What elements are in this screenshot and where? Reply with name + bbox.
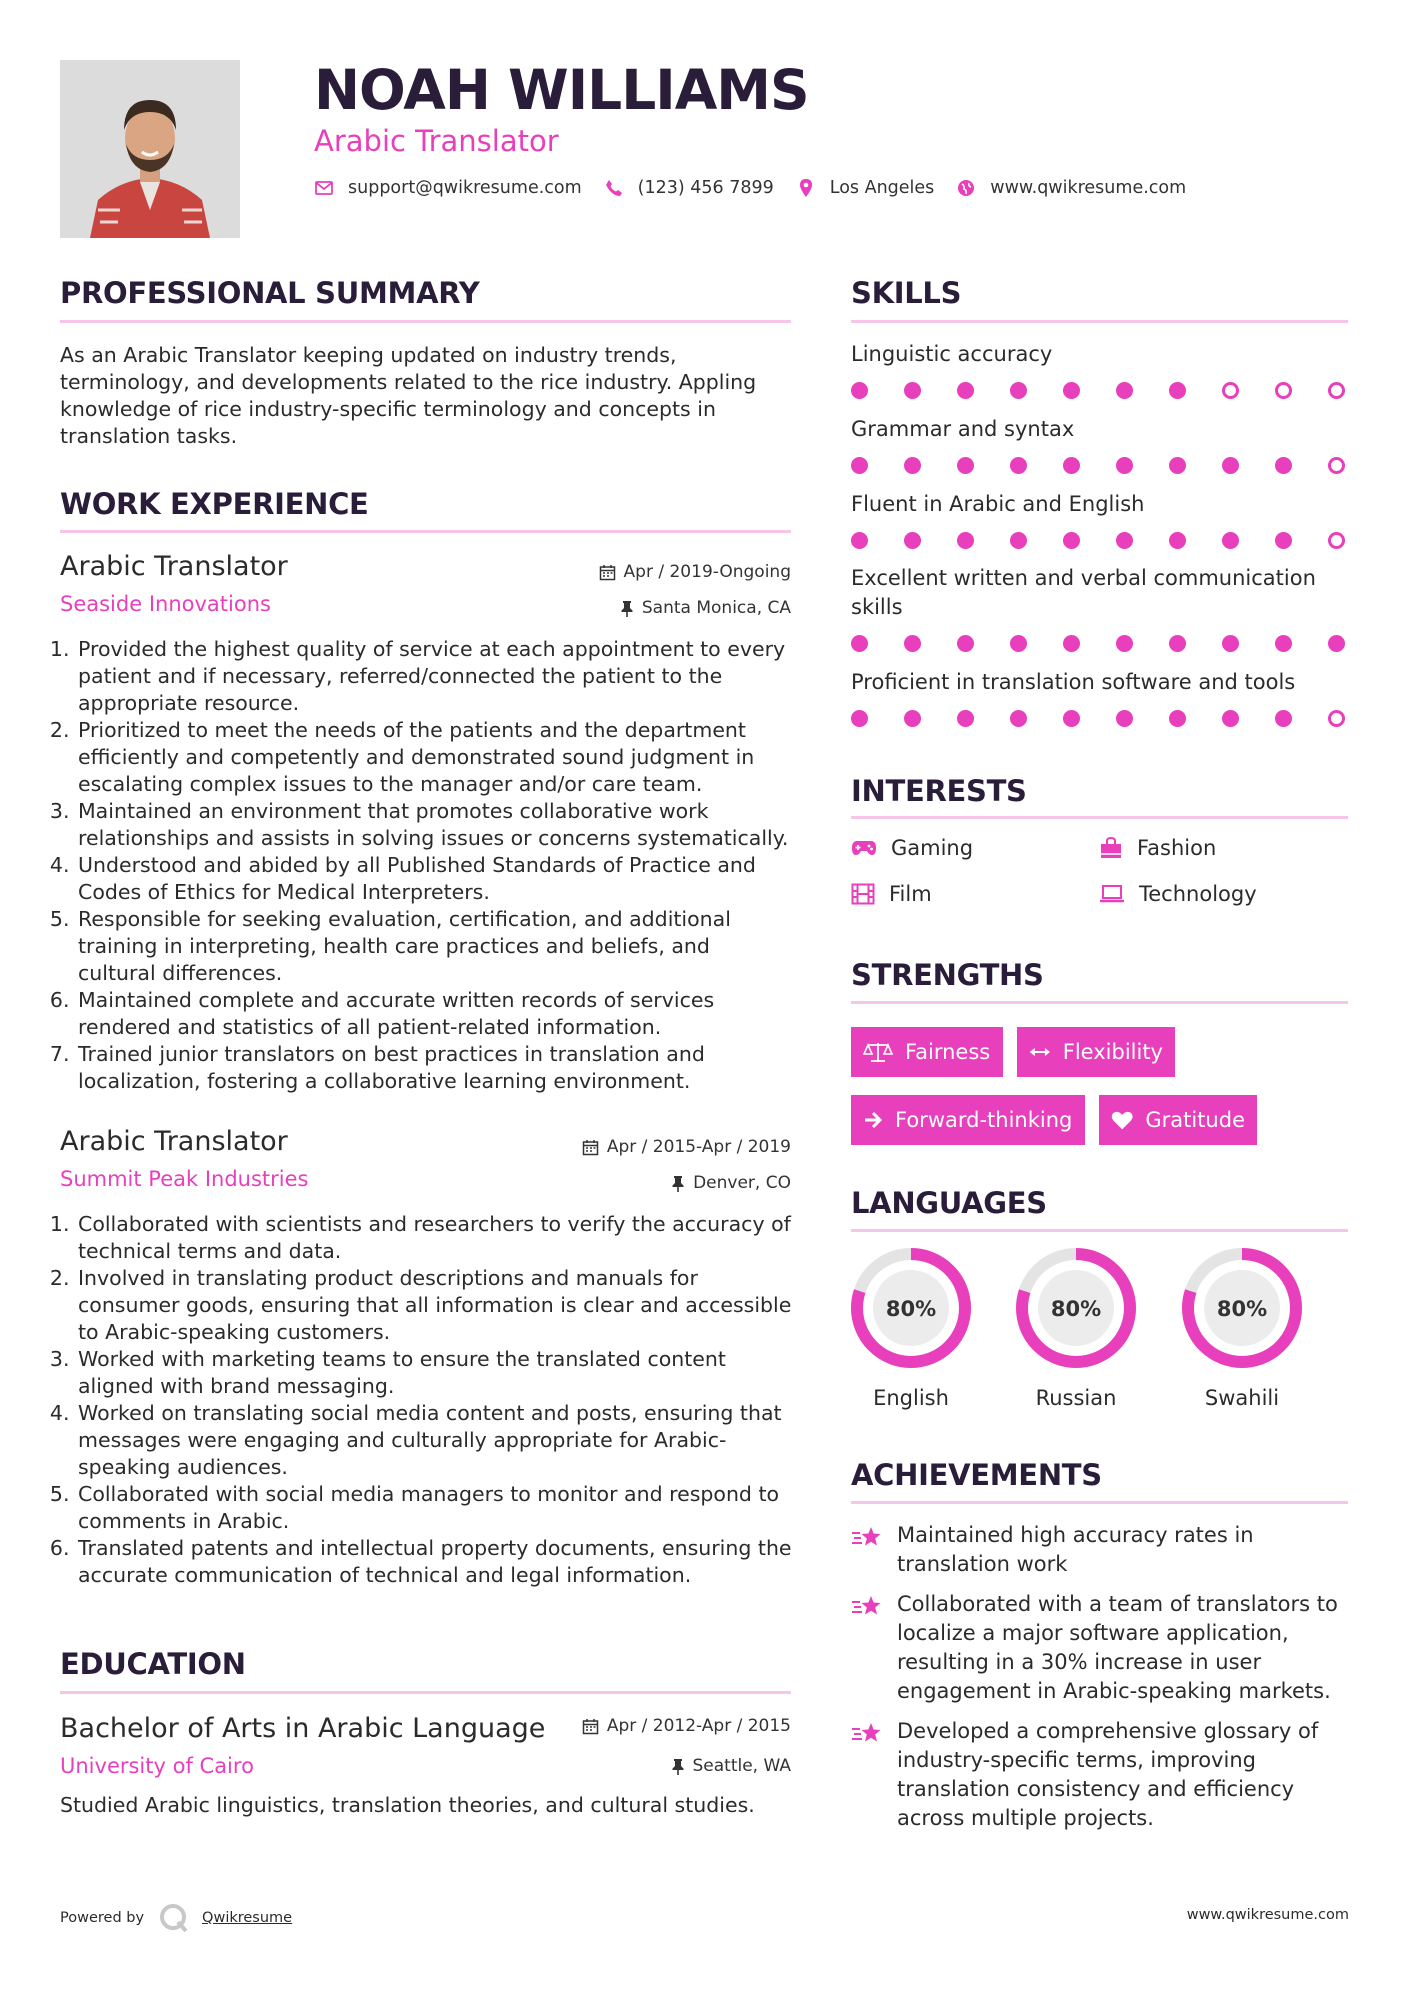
job-2-bullets	[58, 1211, 794, 1589]
job-1-bullets	[58, 636, 794, 1095]
candidate-name: NOAH WILLIAMS	[314, 58, 809, 122]
rating-dot-filled	[1063, 457, 1080, 474]
job-2-dates-text: Apr / 2015-Apr / 2019	[606, 1137, 791, 1157]
interests-heading: INTERESTS	[851, 774, 1027, 808]
rating-dot-filled	[1275, 457, 1292, 474]
summary-divider	[60, 320, 791, 323]
rating-dot-filled	[1275, 532, 1292, 549]
list-item: 2. Involved in translating product descriptions and manuals for consumer goods, ensuring that all information is clear and accessible to Arabic-speaking customers.	[76, 1265, 794, 1346]
strengths-divider	[851, 1001, 1348, 1004]
skill-name: Proficient in translation software and tools	[851, 670, 1296, 694]
language-gauge	[849, 1246, 973, 1370]
rating-dot-filled	[1063, 710, 1080, 727]
rating-dot-filled	[851, 532, 868, 549]
contact-location	[796, 178, 935, 198]
shopping-bag-icon	[1099, 837, 1123, 859]
rating-dot-filled	[1169, 457, 1186, 474]
rating-dot-filled	[904, 457, 921, 474]
achievements-heading: ACHIEVEMENTS	[851, 1458, 1102, 1492]
achievement-item	[851, 1590, 1351, 1706]
skill-rating	[851, 635, 1345, 652]
skill-name: Excellent written and verbal communication skills	[851, 566, 1316, 619]
job-1-company: Seaside Innovations	[60, 592, 271, 616]
laptop-icon	[1099, 884, 1125, 904]
rating-dot-filled	[1010, 635, 1027, 652]
rating-dot-filled	[904, 710, 921, 727]
interests-divider	[851, 816, 1348, 819]
calendar-icon	[582, 1139, 599, 1156]
candidate-title: Arabic Translator	[314, 124, 559, 158]
rating-dot-filled	[1222, 532, 1239, 549]
interest-label: Technology	[1139, 882, 1257, 906]
job-2-dates	[582, 1137, 791, 1157]
rating-dot-filled	[1275, 635, 1292, 652]
language-name: Russian	[1035, 1386, 1117, 1410]
interest-item	[851, 836, 973, 860]
skill-rating	[851, 710, 1345, 727]
achievement-text: Maintained high accuracy rates in translation work	[897, 1523, 1254, 1576]
experience-heading: WORK EXPERIENCE	[60, 487, 369, 521]
list-item: 1. Collaborated with scientists and researchers to verify the accuracy of technical terms and data.	[76, 1211, 794, 1265]
rating-dot-filled	[1063, 532, 1080, 549]
list-item: 4. Understood and abided by all Published Standards of Practice and Codes of Ethics for Medical Interpreters.	[76, 852, 794, 906]
skill-rating	[851, 382, 1345, 399]
language-percent: 80%	[1050, 1297, 1102, 1321]
job-1-dates	[599, 562, 791, 582]
list-item: 3. Worked with marketing teams to ensure the translated content aligned with brand messaging.	[76, 1346, 794, 1400]
arrow-right-icon	[863, 1111, 883, 1129]
profile-photo	[60, 60, 240, 238]
rating-dot-filled	[1169, 710, 1186, 727]
rating-dot-filled	[851, 457, 868, 474]
qwikresume-link[interactable]: Qwikresume	[202, 1910, 293, 1926]
job-2-title: Arabic Translator	[60, 1126, 288, 1157]
rating-dot-filled	[1116, 710, 1133, 727]
job-1-location	[620, 598, 791, 618]
rating-dot-filled	[1063, 635, 1080, 652]
pushpin-icon	[671, 1175, 685, 1192]
strengths-heading: STRENGTHS	[851, 958, 1044, 992]
pushpin-icon	[671, 1758, 685, 1775]
shooting-star-icon	[851, 1594, 883, 1620]
language-name: English	[873, 1386, 949, 1410]
rating-dot-filled	[1063, 382, 1080, 399]
balance-scale-icon	[863, 1041, 893, 1063]
envelope-icon	[314, 178, 334, 198]
language-item	[1014, 1246, 1138, 1410]
contact-email[interactable]	[314, 178, 582, 198]
rating-dot-filled	[851, 382, 868, 399]
rating-dot-empty	[1222, 382, 1239, 399]
job-2-location	[671, 1173, 791, 1193]
rating-dot-filled	[904, 635, 921, 652]
rating-dot-filled	[1116, 457, 1133, 474]
rating-dot-filled	[957, 710, 974, 727]
contact-phone[interactable]	[604, 178, 774, 198]
education-degree: Bachelor of Arts in Arabic Language	[60, 1713, 546, 1744]
skills-heading: SKILLS	[851, 276, 962, 310]
language-name: Swahili	[1204, 1386, 1280, 1410]
heart-icon	[1111, 1110, 1133, 1131]
rating-dot-filled	[957, 382, 974, 399]
rating-dot-filled	[904, 382, 921, 399]
education-heading: EDUCATION	[60, 1647, 246, 1681]
rating-dot-filled	[1010, 532, 1027, 549]
strength-label: Fairness	[905, 1040, 991, 1064]
interest-item	[1099, 836, 1216, 860]
rating-dot-filled	[1169, 532, 1186, 549]
contact-bar	[314, 178, 1208, 198]
phone-text: (123) 456 7899	[637, 178, 774, 198]
job-1-dates-text: Apr / 2019-Ongoing	[623, 562, 791, 582]
rating-dot-filled	[957, 532, 974, 549]
achievement-text: Developed a comprehensive glossary of industry-specific terms, improving translation consistency and efficiency across multiple projects.	[897, 1719, 1319, 1830]
rating-dot-empty	[1328, 457, 1345, 474]
language-item	[849, 1246, 973, 1410]
contact-website[interactable]	[956, 178, 1186, 198]
map-pin-icon	[796, 178, 816, 198]
rating-dot-filled	[851, 635, 868, 652]
achievement-text: Collaborated with a team of translators to localize a major software application, resulting in a 30% increase in user engagement in Arabic-speaking markets.	[897, 1592, 1338, 1703]
list-item: 6. Maintained complete and accurate written records of services rendered and statistics of all patient-related information.	[76, 987, 794, 1041]
location-text: Los Angeles	[829, 178, 935, 198]
summary-heading: PROFESSIONAL SUMMARY	[60, 276, 480, 310]
skills-divider	[851, 320, 1348, 323]
rating-dot-empty	[1328, 532, 1345, 549]
list-item: 7. Trained junior translators on best practices in translation and localization, fostering a collaborative learning environment.	[76, 1041, 794, 1095]
language-gauge	[1180, 1246, 1304, 1370]
rating-dot-filled	[957, 635, 974, 652]
achievement-item	[851, 1521, 1351, 1579]
strength-badge	[1017, 1027, 1175, 1077]
pushpin-icon	[620, 600, 634, 617]
strength-badge	[851, 1095, 1085, 1145]
languages-heading: LANGUAGES	[851, 1186, 1047, 1220]
gamepad-icon	[851, 839, 877, 857]
education-divider	[60, 1691, 791, 1694]
job-1-location-text: Santa Monica, CA	[641, 598, 791, 618]
skill-rating	[851, 532, 1345, 549]
rating-dot-empty	[1328, 710, 1345, 727]
rating-dot-filled	[1169, 635, 1186, 652]
job-1-title: Arabic Translator	[60, 551, 288, 582]
achievement-item	[851, 1717, 1351, 1833]
skill-name: Fluent in Arabic and English	[851, 492, 1145, 516]
interest-label: Fashion	[1137, 836, 1217, 860]
phone-icon	[604, 178, 624, 198]
education-location	[671, 1756, 792, 1776]
interest-item	[851, 882, 932, 906]
rating-dot-filled	[1222, 635, 1239, 652]
languages-divider	[851, 1229, 1348, 1232]
calendar-icon	[582, 1718, 599, 1735]
shooting-star-icon	[851, 1721, 883, 1747]
arrows-horizontal-icon	[1029, 1045, 1051, 1059]
powered-by-label: Powered by	[60, 1910, 145, 1926]
email-text: support@qwikresume.com	[348, 178, 582, 198]
rating-dot-filled	[904, 532, 921, 549]
film-icon	[851, 883, 875, 905]
list-item: 5. Collaborated with social media managers to monitor and respond to comments in Arabic.	[76, 1481, 794, 1535]
education-description: Studied Arabic linguistics, translation theories, and cultural studies.	[60, 1793, 755, 1817]
strength-label: Forward-thinking	[895, 1108, 1073, 1132]
rating-dot-empty	[1328, 382, 1345, 399]
rating-dot-filled	[1275, 710, 1292, 727]
strength-badge	[851, 1027, 1003, 1077]
rating-dot-filled	[1116, 532, 1133, 549]
job-2-company: Summit Peak Industries	[60, 1167, 309, 1191]
rating-dot-filled	[1169, 382, 1186, 399]
education-location-text: Seattle, WA	[692, 1756, 791, 1776]
rating-dot-filled	[1116, 382, 1133, 399]
footer-website[interactable]: www.qwikresume.com	[1186, 1907, 1349, 1923]
summary-text: As an Arabic Translator keeping updated on industry trends, terminology, and developments related to the rice industry. Appling knowledge of rice industry-specific terminology and concepts in translation tasks.	[60, 343, 757, 448]
globe-icon	[956, 178, 976, 198]
achievements-divider	[851, 1501, 1348, 1504]
interest-label: Film	[889, 882, 932, 906]
education-dates	[582, 1716, 791, 1736]
list-item: 5. Responsible for seeking evaluation, certification, and additional training in interpreting, health care practices and beliefs, and cultural differences.	[76, 906, 794, 987]
shooting-star-icon	[851, 1525, 883, 1551]
skill-rating	[851, 457, 1345, 474]
skill-name: Grammar and syntax	[851, 417, 1075, 441]
rating-dot-filled	[851, 710, 868, 727]
experience-divider	[60, 530, 791, 533]
website-text: www.qwikresume.com	[990, 178, 1187, 198]
rating-dot-filled	[1222, 710, 1239, 727]
education-school: University of Cairo	[60, 1754, 254, 1778]
rating-dot-filled	[1010, 710, 1027, 727]
rating-dot-filled	[1328, 635, 1345, 652]
language-gauge	[1014, 1246, 1138, 1370]
strength-label: Flexibility	[1062, 1040, 1163, 1064]
interest-item	[1099, 882, 1257, 906]
language-percent: 80%	[885, 1297, 937, 1321]
list-item: 1. Provided the highest quality of service at each appointment to every patient and if necessary, referred/connected the patient to the appropriate resource.	[76, 636, 794, 717]
list-item: 2. Prioritized to meet the needs of the patients and the department efficiently and competently and demonstrated sound judgment in escalating complex issues to the manager and/or care team.	[76, 717, 794, 798]
rating-dot-filled	[1222, 457, 1239, 474]
rating-dot-filled	[957, 457, 974, 474]
rating-dot-empty	[1275, 382, 1292, 399]
skill-name: Linguistic accuracy	[851, 342, 1053, 366]
strength-badge	[1099, 1095, 1257, 1145]
education-dates-text: Apr / 2012-Apr / 2015	[606, 1716, 791, 1736]
rating-dot-filled	[1116, 635, 1133, 652]
list-item: 6. Translated patents and intellectual property documents, ensuring the accurate communication of technical and legal information.	[76, 1535, 794, 1589]
strength-label: Gratitude	[1145, 1108, 1245, 1132]
job-2-location-text: Denver, CO	[693, 1173, 791, 1193]
list-item: 3. Maintained an environment that promotes collaborative work relationships and assists in solving issues or concerns systematically.	[76, 798, 794, 852]
rating-dot-filled	[1010, 457, 1027, 474]
interest-label: Gaming	[891, 836, 974, 860]
language-item	[1180, 1246, 1304, 1410]
language-percent: 80%	[1216, 1297, 1268, 1321]
list-item: 4. Worked on translating social media content and posts, ensuring that messages were engaging and culturally appropriate for Arabic-speaking audiences.	[76, 1400, 794, 1481]
rating-dot-filled	[1010, 382, 1027, 399]
footer-powered-by	[60, 1902, 292, 1934]
qwikresume-logo-icon	[158, 1902, 190, 1934]
calendar-icon	[599, 564, 616, 581]
